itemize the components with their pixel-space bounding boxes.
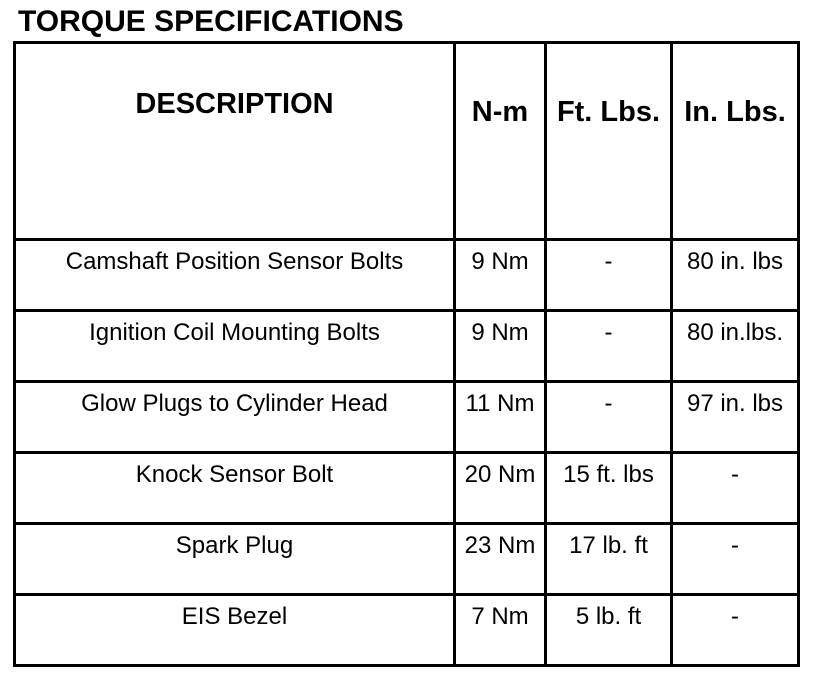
in-lbs-value: 80 in.lbs. bbox=[686, 319, 784, 346]
nm-value: 9 Nm bbox=[471, 319, 529, 346]
nm-value: 20 Nm bbox=[464, 461, 536, 488]
in-lbs-value: 80 in. lbs bbox=[686, 248, 784, 275]
header-in-lbs-label: In. Lbs. bbox=[684, 96, 786, 128]
ft-lbs-value: 17 lb. ft bbox=[569, 532, 648, 559]
cell-ft-lbs bbox=[546, 311, 672, 382]
header-nm-label: N-m bbox=[471, 96, 529, 128]
cell-description bbox=[15, 382, 455, 453]
cell-ft-lbs bbox=[546, 382, 672, 453]
cell-in-lbs bbox=[672, 382, 799, 453]
cell-description bbox=[15, 240, 455, 311]
cell-ft-lbs bbox=[546, 453, 672, 524]
cell-description bbox=[15, 524, 455, 595]
in-lbs-value: - bbox=[731, 461, 739, 488]
cell-in-lbs bbox=[672, 311, 799, 382]
nm-value: 11 Nm bbox=[465, 390, 535, 417]
cell-nm bbox=[455, 524, 546, 595]
cell-description bbox=[15, 453, 455, 524]
description-text: Spark Plug bbox=[175, 532, 294, 559]
cell-in-lbs bbox=[672, 595, 799, 666]
header-description bbox=[15, 43, 455, 240]
header-nm bbox=[455, 43, 546, 240]
cell-in-lbs bbox=[672, 524, 799, 595]
cell-description bbox=[15, 595, 455, 666]
cell-in-lbs bbox=[672, 240, 799, 311]
cell-nm bbox=[455, 595, 546, 666]
header-ft-lbs bbox=[546, 43, 672, 240]
torque-spec-table bbox=[13, 41, 800, 667]
cell-ft-lbs bbox=[546, 595, 672, 666]
in-lbs-value: 97 in. lbs bbox=[686, 390, 784, 417]
page-title: TORQUE SPECIFICATIONS bbox=[18, 5, 404, 38]
nm-value: 23 Nm bbox=[464, 532, 536, 559]
cell-in-lbs bbox=[672, 453, 799, 524]
in-lbs-value: - bbox=[731, 603, 739, 630]
table-row bbox=[15, 524, 799, 595]
header-description-label: DESCRIPTION bbox=[135, 88, 334, 120]
table-row bbox=[15, 382, 799, 453]
cell-nm bbox=[455, 453, 546, 524]
table-row bbox=[15, 240, 799, 311]
cell-ft-lbs bbox=[546, 240, 672, 311]
ft-lbs-value: 15 ft. lbs bbox=[563, 461, 654, 488]
description-text: Knock Sensor Bolt bbox=[135, 461, 334, 488]
in-lbs-value: - bbox=[731, 532, 739, 559]
header-in-lbs bbox=[672, 43, 799, 240]
cell-description bbox=[15, 311, 455, 382]
nm-value: 7 Nm bbox=[471, 603, 529, 630]
table-header-row bbox=[15, 43, 799, 240]
description-text: Camshaft Position Sensor Bolts bbox=[65, 248, 404, 275]
description-text: EIS Bezel bbox=[181, 603, 288, 630]
header-ft-lbs-label: Ft. Lbs. bbox=[556, 96, 661, 128]
table-row bbox=[15, 453, 799, 524]
nm-value: 9 Nm bbox=[471, 248, 529, 275]
description-text: Ignition Coil Mounting Bolts bbox=[89, 319, 380, 346]
cell-nm bbox=[455, 240, 546, 311]
ft-lbs-value: - bbox=[604, 248, 613, 275]
table-row bbox=[15, 595, 799, 666]
ft-lbs-value: - bbox=[604, 390, 613, 417]
cell-nm bbox=[455, 382, 546, 453]
cell-nm bbox=[455, 311, 546, 382]
ft-lbs-value: - bbox=[604, 319, 613, 346]
ft-lbs-value: 5 lb. ft bbox=[575, 603, 642, 630]
table-row bbox=[15, 311, 799, 382]
description-text: Glow Plugs to Cylinder Head bbox=[81, 390, 388, 417]
cell-ft-lbs bbox=[546, 524, 672, 595]
